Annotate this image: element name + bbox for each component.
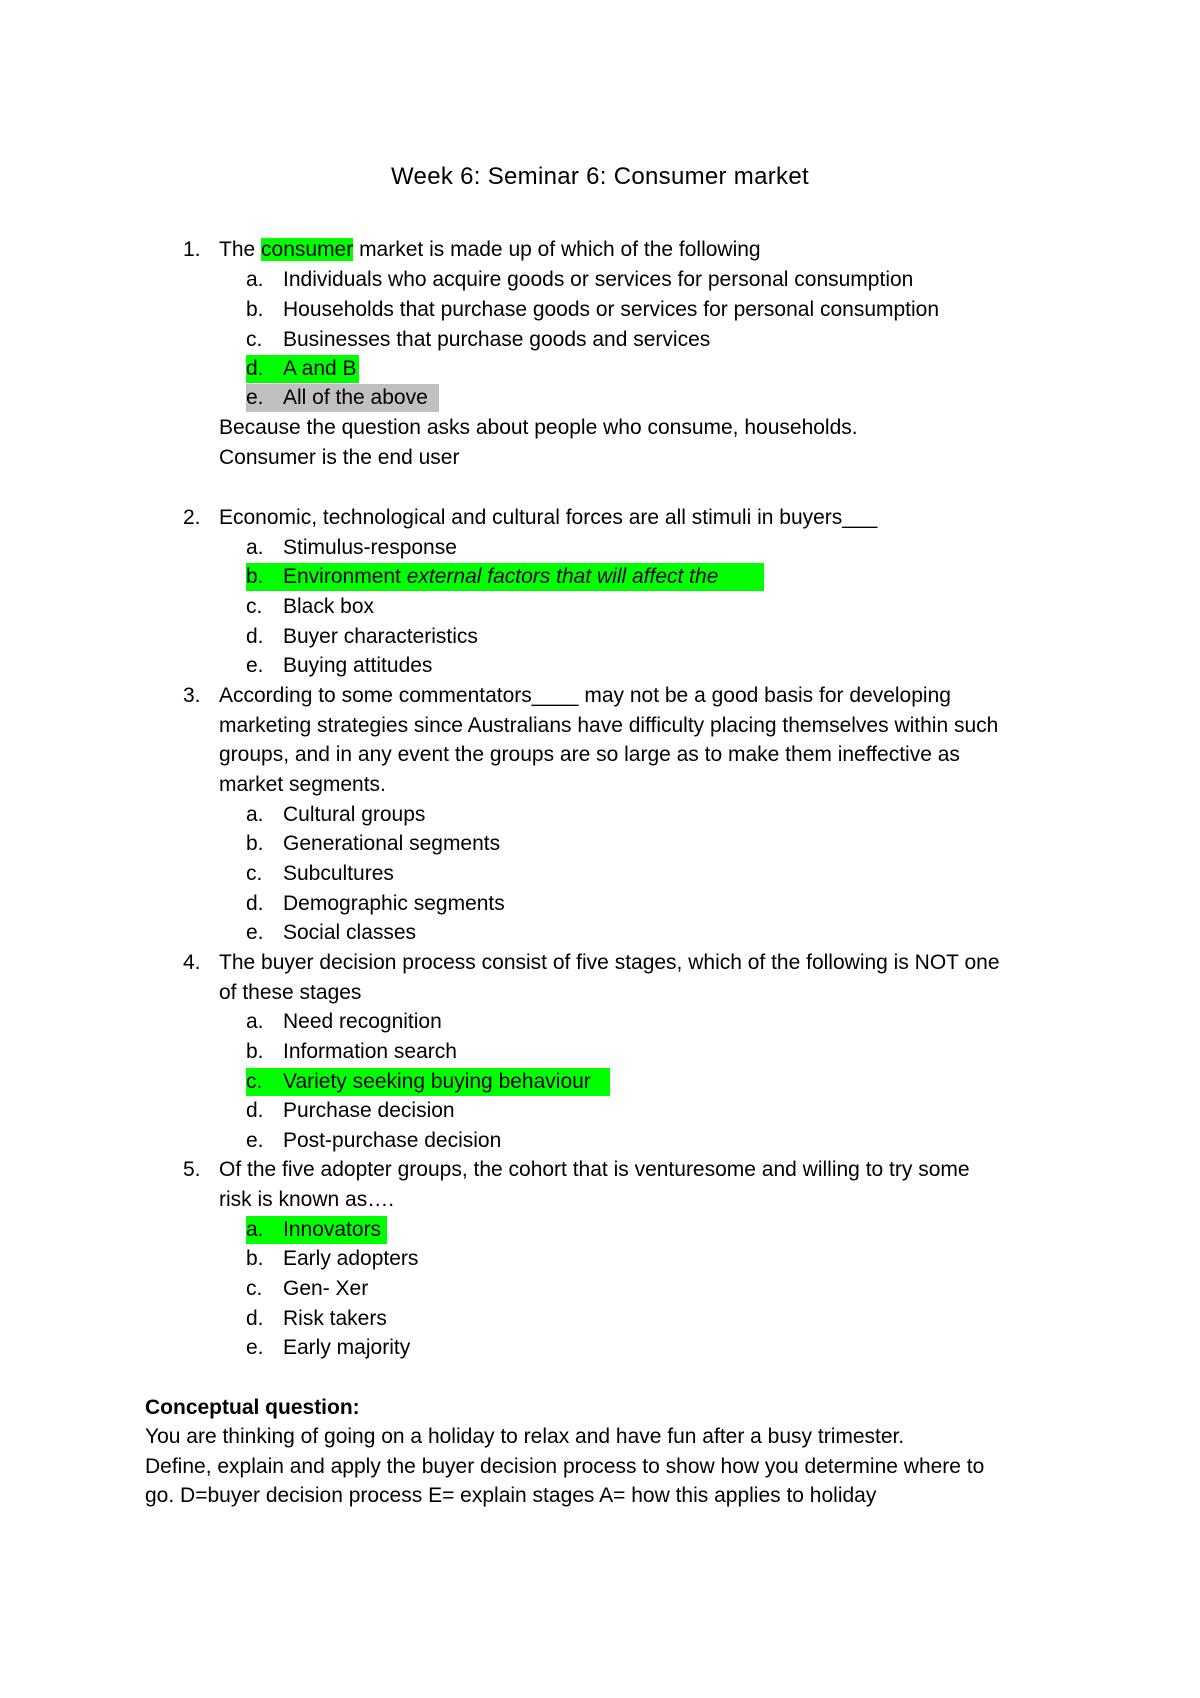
option-text: Environment bbox=[283, 565, 401, 588]
option-letter: b. bbox=[246, 832, 264, 855]
question-number: 4. bbox=[183, 951, 201, 974]
option-text: Demographic segments bbox=[283, 892, 505, 915]
option-letter: a. bbox=[246, 536, 264, 559]
option-letter: c. bbox=[246, 1277, 263, 1300]
option-text: Variety seeking buying behaviour bbox=[283, 1070, 591, 1093]
option-text: Social classes bbox=[283, 921, 417, 944]
option-letter: a. bbox=[246, 268, 264, 291]
option-letter: d. bbox=[246, 357, 264, 380]
option-letter: d. bbox=[246, 625, 264, 648]
handwritten-note: external factors that will affect the bbox=[400, 565, 719, 588]
option-letter: d. bbox=[246, 892, 264, 915]
document-page: Week 6: Seminar 6: Consumer market 1. The consumer market is made up of which of the following a. Individuals who acquire goods or services for personal consumption b. Households that purchase goods or services for personal consumption c. Businesses that purchase goods and services d. A and B e. All of the above Because the question asks about people who consume, households. Consumer is the end user 2. Economic, technological and cultural forces are all stimuli in buyers___ a. Stimulus-response b. Environment external factors that will affect the c. Black box d. Buyer characteristics e. Buying attitudes 3. According to some commentators____ may not be a good basis for developing marketing strategies since Australians have difficulty placing themselves within such groups, and in any event the groups are so large as to make them ineffective as market segments. a. Cultural groups b. Generational segments c. Subcultures d. Demographic segments e. Social classes 4. The buyer decision process consist of five stages, which of the following is NOT one of these stages a. Need recognition b. Information search c. Variety seeking buying behaviour d. Purchase decision e. Post-purchase decision 5. Of the five adopter groups, the cohort that is venturesome and willing to try some risk is known as…. a. Innovators b. Early adopters c. Gen- Xer d. Risk takers e. Early majority Conceptual question: You are thinking of going on a holiday to relax and have fun after a busy trimester. Define, explain and apply the buyer decision process to show how you determine where to go. D=buyer decision process E= explain stages A= how this applies to holiday bbox=[0, 0, 1200, 1698]
option-text: Early adopters bbox=[283, 1247, 419, 1270]
option-text: Buyer characteristics bbox=[283, 625, 478, 648]
highlighted-term: consumer bbox=[261, 238, 354, 261]
option-text: Innovators bbox=[283, 1218, 382, 1241]
option-text: Risk takers bbox=[283, 1307, 387, 1330]
option-letter: b. bbox=[246, 565, 264, 588]
option-text: A and B bbox=[283, 357, 357, 380]
option-text: Individuals who acquire goods or services for personal consumption bbox=[283, 268, 914, 291]
option-letter: e. bbox=[246, 386, 264, 409]
option-text: Post-purchase decision bbox=[283, 1129, 502, 1152]
option-letter: c. bbox=[246, 862, 263, 885]
option-letter: b. bbox=[246, 1247, 264, 1270]
question-number: 1. bbox=[183, 238, 201, 261]
option-letter: a. bbox=[246, 803, 264, 826]
option-letter: e. bbox=[246, 654, 264, 677]
option-text: Early majority bbox=[283, 1336, 411, 1359]
option-letter: e. bbox=[246, 1336, 264, 1359]
option-text: Need recognition bbox=[283, 1010, 442, 1033]
option-text: Cultural groups bbox=[283, 803, 426, 826]
question-number: 3. bbox=[183, 684, 201, 707]
option-text: Purchase decision bbox=[283, 1099, 455, 1122]
option-text: Gen- Xer bbox=[283, 1277, 369, 1300]
question-text: Of the five adopter groups, the cohort that is venturesome and willing to try some bbox=[219, 1158, 970, 1181]
question-number: 5. bbox=[183, 1158, 201, 1181]
option-text: Generational segments bbox=[283, 832, 501, 855]
option-letter: c. bbox=[246, 595, 263, 618]
question-text: The buyer decision process consist of five stages, which of the following is NOT one bbox=[219, 951, 1000, 974]
option-text: Subcultures bbox=[283, 862, 394, 885]
option-text: Black box bbox=[283, 595, 375, 618]
option-text: Information search bbox=[283, 1040, 457, 1063]
option-text: Businesses that purchase goods and services bbox=[283, 328, 711, 351]
page-title: Week 6: Seminar 6: Consumer market bbox=[391, 163, 809, 190]
option-letter: a. bbox=[246, 1218, 264, 1241]
option-letter: c. bbox=[246, 328, 263, 351]
question-text: Economic, technological and cultural forces are all stimuli in buyers___ bbox=[219, 506, 878, 529]
option-letter: d. bbox=[246, 1099, 264, 1122]
question-text: According to some commentators____ may not be a good basis for developing bbox=[219, 684, 951, 707]
option-text: All of the above bbox=[283, 386, 428, 409]
question-text: The bbox=[219, 238, 262, 261]
question-text: market is made up of which of the following bbox=[353, 238, 761, 261]
option-text: Stimulus-response bbox=[283, 536, 457, 559]
option-letter: c. bbox=[246, 1070, 263, 1093]
option-letter: e. bbox=[246, 921, 264, 944]
question-number: 2. bbox=[183, 506, 201, 529]
option-letter: b. bbox=[246, 1040, 264, 1063]
option-letter: a. bbox=[246, 1010, 264, 1033]
option-letter: d. bbox=[246, 1307, 264, 1330]
option-letter: e. bbox=[246, 1129, 264, 1152]
option-text: Households that purchase goods or services for personal consumption bbox=[283, 298, 940, 321]
option-text: Buying attitudes bbox=[283, 654, 433, 677]
option-letter: b. bbox=[246, 298, 264, 321]
